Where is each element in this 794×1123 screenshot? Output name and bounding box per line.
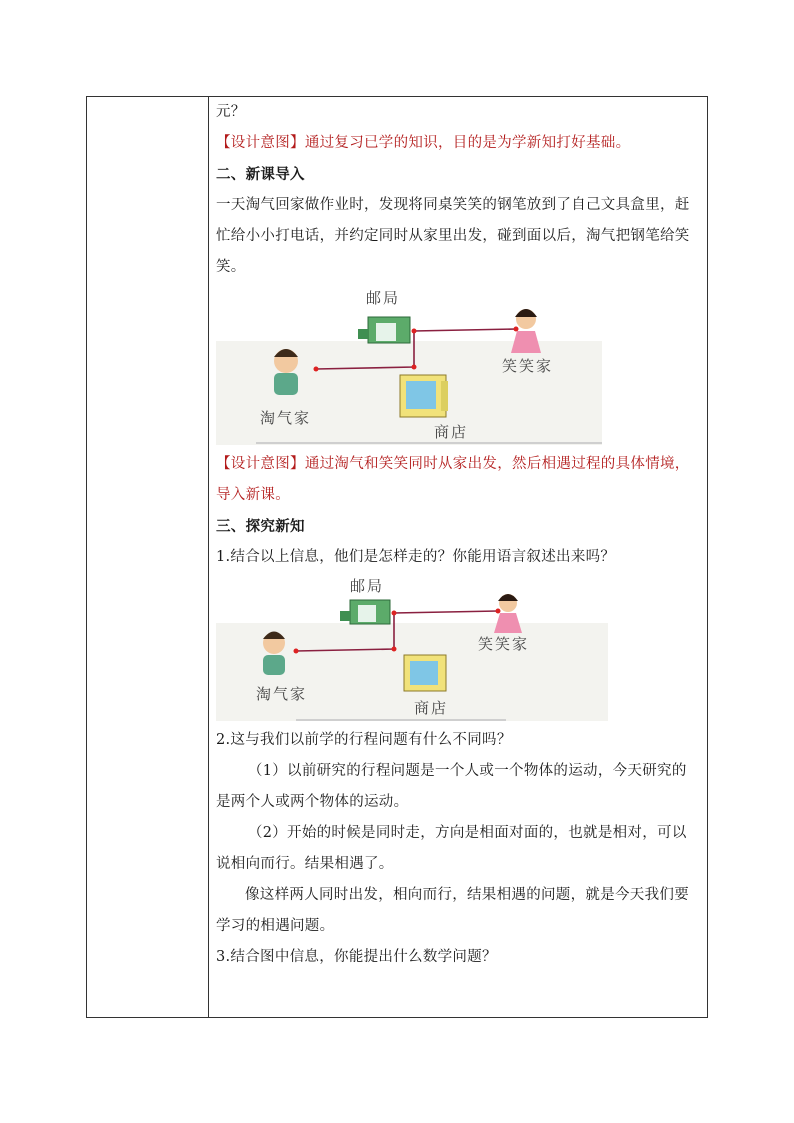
design-intent-tag: 【设计意图】: [216, 456, 305, 472]
right-column: [209, 97, 707, 1017]
question-1: 1.结合以上信息，他们是怎样走的？你能用语言叙述出来吗？: [216, 549, 616, 565]
section-heading-explore: 三、探究新知: [216, 518, 305, 535]
taoqi-home-label: 淘气家: [256, 685, 308, 703]
design-intent-1: [216, 128, 701, 159]
design-intent-2: [216, 449, 701, 511]
xiaoxiao-home-label: 笑笑家: [478, 635, 530, 653]
shop-icon: [400, 375, 448, 417]
story-paragraph: 一天淘气回家做作业时，发现将同桌笑笑的钢笔放到了自己文具盒里，赶忙给小小打电话，并约定同时从家里出发，碰到面以后，淘气把钢笔给笑笑。: [216, 197, 690, 275]
answer-2: （2）开始的时候是同时走，方向是相面对面的，也就是相对，可以说相向而行。结果相遇了。: [216, 825, 687, 872]
shop-label: 商店: [434, 423, 469, 441]
post-office-icon: [340, 600, 390, 624]
shop-icon: [404, 655, 446, 691]
left-column: [87, 97, 209, 1017]
design-intent-text: 通过复习已学的知识，目的是为学新知打好基础。: [304, 135, 631, 151]
taoqi-home-label: 淘气家: [260, 409, 312, 427]
post-office-icon: [358, 317, 410, 343]
lesson-table: [86, 96, 708, 1018]
xiaoxiao-figure-icon: [494, 594, 522, 633]
post-office-label: 邮局: [350, 577, 385, 595]
definition-paragraph: 像这样两人同时出发，相向而行，结果相遇的问题，就是今天我们要学习的相遇问题。: [216, 887, 689, 934]
section-heading-new-lesson: 二、新课导入: [216, 166, 305, 183]
xiaoxiao-home-label: 笑笑家: [502, 357, 554, 375]
route-figure-2: [216, 575, 608, 723]
route-figure-1: [216, 285, 602, 447]
answer-1: （1）以前研究的行程问题是一个人或一个物体的运动，今天研究的是两个人或两个物体的运动。: [216, 763, 687, 810]
shop-label: 商店: [414, 699, 449, 717]
design-intent-text: 通过淘气和笑笑同时从家出发，然后相遇过程的具体情境，导入新课。: [216, 456, 690, 503]
post-office-label: 邮局: [366, 289, 401, 307]
design-intent-tag: 【设计意图】: [216, 135, 305, 151]
question-3: 3.结合图中信息，你能提出什么数学问题？: [216, 949, 497, 965]
question-2: 2.这与我们以前学的行程问题有什么不同吗？: [216, 732, 512, 748]
continued-text: 元？: [216, 104, 246, 120]
